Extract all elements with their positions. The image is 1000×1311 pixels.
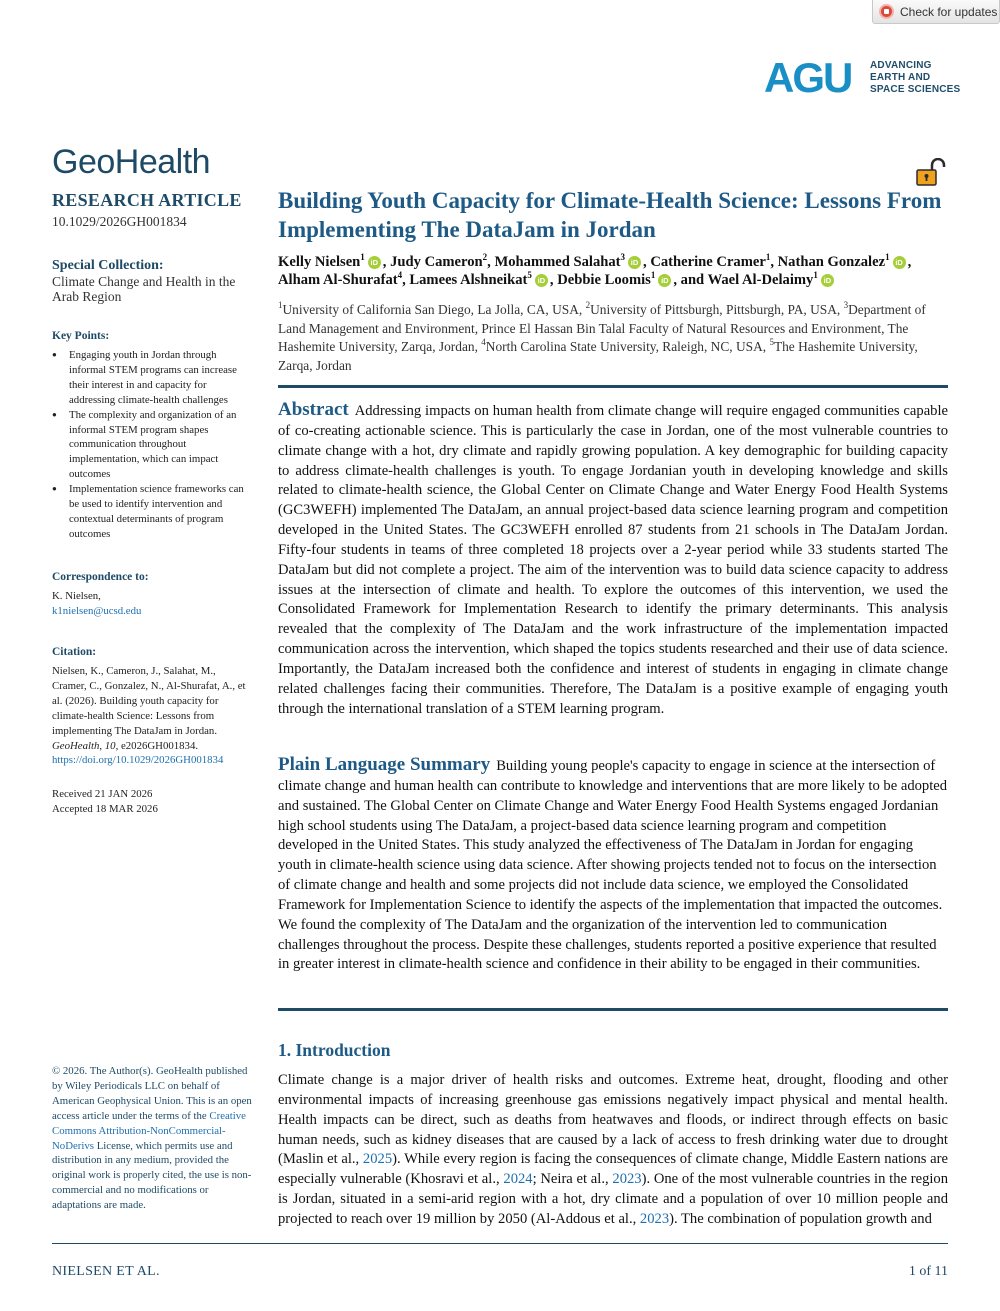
license-notice xyxy=(52,1064,252,1213)
author-separator: , xyxy=(402,272,410,288)
abstract-text: Addressing impacts on human health from climate change will require engaged communities capable of co-creating actionable science. This is particularly the case in Jordan, one of the most vulnerable countries to climate change with a hot, dry climate and rapidly growing population. A key demographic for building capacity to address climate-health challenges is youth. To engage Jordanian youth in developing knowledge and skills related to climate-health science, the Global Center on Climate Change and Water Energy Food Health Systems (GC3WEFH) implemented The DataJam, an annual project-based data science learning program and competition developed in the United States. The GC3WEFH enrolled 87 students from 21 schools in The DataJam Jordan. Fifty-four students in teams of three completed 18 projects over a 2-year period while 33 students started The DataJam but did not complete a project. The aim of the intervention was to build data science capacity to address issues at the intersection of climate and health. To explore the outcomes of this intervention, we used the Consolidated Framework for Implementation Research to identify the primary determinants. This analysis revealed that the complexity of The DataJam and the work infrastructure of the implementation impacted communication across the intervention, which shaped the topics students researched and their use of data science. Importantly, the DataJam increased both the confidence and interest of students in engaging in climate change related challenges facing their communities. Therefore, The DataJam is a positive example of engaging youth through the international translation of a STEM learning program. xyxy=(278,403,948,717)
dates xyxy=(52,787,252,817)
author-affiliation-number: 1 xyxy=(765,252,771,262)
affiliation-number: 1 xyxy=(278,300,283,310)
pls-label: Plain Language Summary xyxy=(278,754,491,775)
journal-name: GeoHealth xyxy=(52,143,211,181)
agu-logo xyxy=(764,58,960,98)
author-list xyxy=(278,253,948,289)
author-separator: , xyxy=(643,254,651,270)
citation-heading: Citation: xyxy=(52,646,97,658)
citation-doi-link[interactable]: https://doi.org/10.1029/2026GH001834 xyxy=(52,754,224,767)
special-collection xyxy=(52,258,252,304)
special-collection-heading: Special Collection: xyxy=(52,258,164,273)
license-text: © 2026. The Author(s). GeoHealth published by Wiley Periodicals LLC on behalf of American Geophysical Union. This is an open access article under the terms of the xyxy=(52,1065,252,1122)
author-name: Mohammed Salahat xyxy=(494,254,621,270)
agu-tagline xyxy=(870,60,960,96)
correspondence-heading: Correspondence to: xyxy=(52,571,149,583)
citation-volume: 10 xyxy=(104,739,116,752)
intro-text-segment: ; Neira et al., xyxy=(532,1171,613,1188)
agu-tagline-line: SPACE SCIENCES xyxy=(870,84,961,95)
citation-body: Nielsen, K., Cameron, J., Salahat, M., Cramer, C., Gonzalez, N., Al-Shurafat, A., et al. (2026). Building youth capacity for climate-health Science: Lessons from implementing The DataJam in Jordan. xyxy=(52,665,246,737)
intro-text-segment: Climate change is a major driver of health risks and outcomes. Extreme heat, drought, flooding and other environmental impacts of increasing greenhouse gas emissions negatively impact physical and mental health. Health impacts can be direct, such as deaths from heatwaves and floods, or indirect through effects on basic human needs, such as kidney diseases that are caused by a lack of access to fresh drinking water due to drought (Maslin et al., xyxy=(278,1072,948,1168)
page-number: 1 of 11 xyxy=(908,1264,948,1279)
affiliations xyxy=(278,301,948,376)
article-title: Building Youth Capacity for Climate-Health Science: Lessons From Implementing The DataJam in Jordan xyxy=(278,188,942,242)
author-name: Lamees Alshneikat xyxy=(409,272,528,288)
author-name: Nathan Gonzalez xyxy=(777,254,886,270)
section-divider xyxy=(278,1008,948,1011)
accepted-date: Accepted 18 MAR 2026 xyxy=(52,802,158,815)
license-link[interactable]: Creative Commons Attribution-NonCommercial-NoDerivs xyxy=(52,1109,246,1152)
reference-year-link[interactable]: 2023 xyxy=(612,1171,642,1188)
author-separator: , xyxy=(549,272,558,288)
pls-text: Building young people's capacity to engage in science at the intersection of climate change and human health can contribute to knowledge and interventions that are more likely to be adopted and sustained. The Global Center on Climate Change and Water Energy Food Health Systems engaged Jordanian high school students using The DataJam, a project-based data science learning program and competition developed in the United States. This study analyzed the effectiveness of The DataJam in Jordan for engaging youth in climate-health science using data science. After showing projects tended not to focus on the intersection of climate change and health and some projects did not include data science, we employed the Consolidated Framework for Implementation Science to identify the aspects of the implementation that impacted the outcomes. We found the complexity of The DataJam and the organization of the intervention led to communication challenges throughout the process. Despite these challenges, students reported a positive experience that resulted in greater interest in climate-health science and confidence in their ability to be engaged in their communities. xyxy=(278,758,948,973)
key-points-heading: Key Points: xyxy=(52,330,110,342)
citation-journal: GeoHealth xyxy=(52,739,100,752)
citation-text: Nielsen, K., Cameron, J., Salahat, M., Cramer, C., Gonzalez, N., Al-Shurafat, A., et al. (2026). Building youth capacity for climate-health Science: Lessons from implementing The DataJam in Jordan. GeoHealth, 10, e2026GH001834. https://doi.org/10.1029/2026GH001834 xyxy=(52,665,246,767)
citation-article-number: , e2026GH001834. xyxy=(115,739,199,752)
author-name: Wael Al-Delaimy xyxy=(707,272,814,288)
orcid-icon[interactable]: iD xyxy=(658,274,671,287)
key-points xyxy=(52,330,252,542)
key-point: ● Implementation science frameworks can be used to identify intervention and contextual determinants of program outcomes xyxy=(52,482,252,542)
check-for-updates-button[interactable] xyxy=(872,0,1000,24)
affiliation-number: 5 xyxy=(769,337,774,348)
received-date: Received 21 JAN 2026 xyxy=(52,788,153,800)
agu-logo-mark xyxy=(764,58,864,98)
article-doi: 10.1029/2026GH001834 xyxy=(52,214,187,229)
correspondence xyxy=(52,571,252,619)
introduction-text xyxy=(278,1071,948,1230)
reference-year-link[interactable]: 2023 xyxy=(639,1210,670,1227)
orcid-icon[interactable]: iD xyxy=(628,256,641,269)
citation xyxy=(52,646,252,768)
affiliation-number: 3 xyxy=(843,300,849,310)
author-name: Judy Cameron xyxy=(390,254,483,270)
orcid-icon[interactable]: iD xyxy=(893,256,906,269)
author-separator: , xyxy=(907,254,912,270)
open-lock-icon xyxy=(916,158,948,186)
section-divider xyxy=(278,385,948,388)
orcid-icon[interactable]: iD xyxy=(535,274,548,287)
key-points-list xyxy=(52,348,252,542)
abstract xyxy=(278,400,948,720)
orcid-icon[interactable]: iD xyxy=(821,274,834,287)
author-affiliation-number: 3 xyxy=(620,252,626,262)
author-affiliation-number: 2 xyxy=(482,252,488,262)
affiliation-text: University of Pittsburgh, Pittsburgh, PA, USA, xyxy=(590,302,844,317)
affiliation-number: 2 xyxy=(585,300,591,310)
author-separator: , xyxy=(382,254,391,270)
affiliation-text: Department of Land Management and Environment, Prince El Hassan Bin Talal Faculty of Natural Resources and Environment, The Hashemite University, Zarqa, Jordan, xyxy=(278,302,926,355)
affiliation-text: University of California San Diego, La Jolla, CA, USA, xyxy=(282,302,586,317)
affiliation-text: The Hashemite University, Zarqa, Jordan xyxy=(278,339,918,374)
affiliation-number: 4 xyxy=(481,337,486,348)
plain-language-summary xyxy=(278,755,948,975)
author-name: Catherine Cramer xyxy=(650,254,766,270)
reference-year-link[interactable]: 2025 xyxy=(362,1151,393,1168)
intro-text-segment: ). While every region is facing the consequences of climate change, Middle Eastern nations are especially vulnerable (Khosravi et al., xyxy=(278,1151,948,1188)
intro-text-segment: ). One of the most vulnerable countries in the region is Jordan, situated in a semi-arid region with a hot, dry climate and a population of over 10 million people and projected to reach over 19 million by 2050 (Al-Addous et al., xyxy=(278,1171,949,1227)
correspondence-email-link[interactable]: k1nielsen@ucsd.edu xyxy=(52,604,142,617)
check-for-updates-label: Check for updates xyxy=(900,4,998,19)
introduction-heading: 1. Introduction xyxy=(278,1040,391,1060)
article-type: RESEARCH ARTICLE xyxy=(52,190,242,210)
author-affiliation-number: 1 xyxy=(360,252,365,262)
orcid-icon[interactable]: iD xyxy=(368,256,381,269)
agu-logo-text: AGU xyxy=(764,58,852,98)
author-separator: , and xyxy=(673,272,708,288)
reference-year-link[interactable]: 2024 xyxy=(503,1171,533,1188)
affiliation-text: North Carolina State University, Raleigh, NC, USA, xyxy=(485,339,770,355)
sidebar xyxy=(52,190,252,1212)
correspondence-name: K. Nielsen, xyxy=(52,590,101,602)
author-affiliation-number: 4 xyxy=(397,270,403,280)
author-affiliation-number: 1 xyxy=(650,270,656,280)
key-point: ● The complexity and organization of an informal STEM program shapes communication throughout implementation, which can impact outcomes xyxy=(52,408,252,483)
author-affiliation-number: 5 xyxy=(527,270,532,280)
footer-divider xyxy=(52,1243,948,1244)
key-point: ● Engaging youth in Jordan through informal STEM programs can increase their interest in and capacity for addressing climate-health challenges xyxy=(52,348,252,408)
article-header xyxy=(278,186,948,376)
agu-tagline-line: EARTH AND xyxy=(870,72,931,83)
abstract-label: Abstract xyxy=(278,399,349,420)
license-text-end: License, which permits use and distribution in any medium, provided the original work is properly cited, the use is non-commercial and no modifications or adaptations are made. xyxy=(52,1139,252,1212)
author-affiliation-number: 1 xyxy=(813,270,818,280)
running-head: NIELSEN ET AL. xyxy=(52,1264,160,1279)
intro-text-segment: ). The combination of population growth and xyxy=(669,1210,932,1227)
author-separator: , xyxy=(770,254,778,270)
special-collection-name[interactable]: Climate Change and Health in the Arab Region xyxy=(52,274,236,304)
author-name: Alham Al-Shurafat xyxy=(278,272,398,288)
author-name: Kelly Nielsen xyxy=(278,254,361,270)
author-affiliation-number: 1 xyxy=(885,252,890,262)
author-separator: , xyxy=(487,254,495,270)
crossmark-icon xyxy=(879,4,894,19)
author-name: Debbie Loomis xyxy=(557,272,651,288)
agu-tagline-line: ADVANCING xyxy=(870,60,932,71)
